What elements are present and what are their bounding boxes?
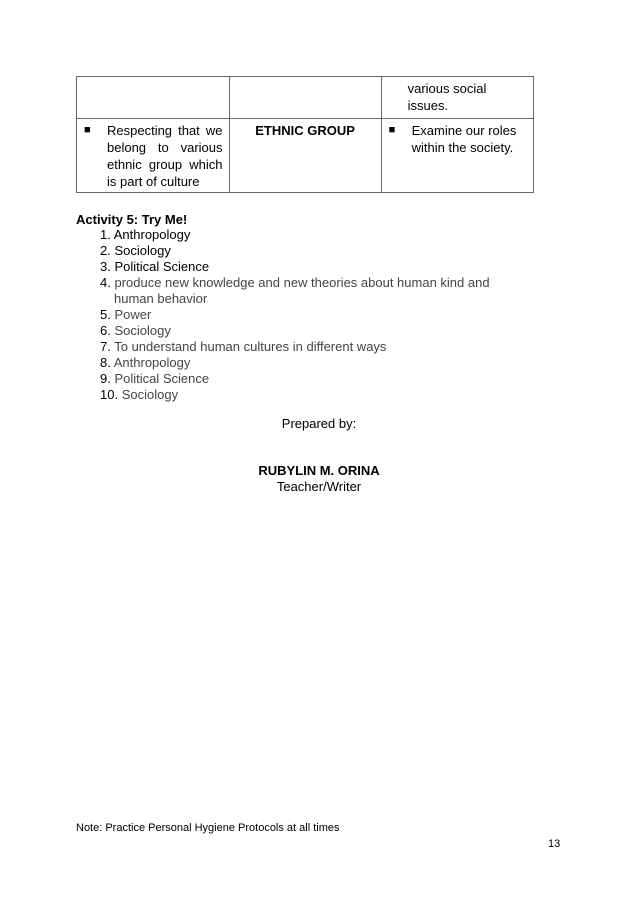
list-item: [100, 243, 490, 259]
square-bullet-icon: ■: [388, 124, 396, 136]
item-number: 7.: [100, 339, 111, 354]
list-item: [100, 339, 490, 355]
author-name: RUBYLIN M. ORINA: [258, 463, 380, 478]
square-bullet-icon: ■: [84, 124, 91, 136]
item-text: To understand human cultures in different ways: [114, 339, 387, 354]
cell-text: various social issues.: [407, 81, 487, 113]
list-item: [100, 323, 490, 339]
item-number: 6.: [100, 323, 111, 338]
list-item: [100, 227, 490, 243]
cell-heading: ETHNIC GROUP: [255, 123, 355, 138]
item-text: Sociology: [114, 323, 171, 338]
list-item: [100, 355, 490, 371]
cell-text: Respecting that we belong to various ethnic group which is part of culture: [107, 123, 223, 189]
table-cell: [229, 77, 381, 119]
list-item: [100, 387, 490, 403]
item-text: Power: [114, 307, 152, 322]
content-table: [76, 76, 534, 193]
item-number: 4.: [100, 275, 111, 290]
cell-text: Examine our roles within the society.: [411, 123, 517, 155]
item-number: 1.: [100, 227, 111, 242]
item-number: 2.: [100, 243, 111, 258]
list-item: [100, 275, 490, 307]
page-number: 13: [548, 838, 561, 850]
item-text: Sociology: [121, 387, 179, 402]
prepared-by-label: Prepared by:: [281, 416, 357, 431]
table-cell: [77, 77, 230, 119]
item-text: Anthropology: [113, 227, 191, 242]
list-item: [100, 371, 490, 387]
item-text: produce new knowledge and new theories about human kind and: [114, 275, 490, 290]
item-text: Sociology: [114, 243, 171, 258]
activity-title: Activity 5: Try Me!: [76, 212, 188, 227]
item-number: 8.: [100, 355, 111, 370]
table-row: [77, 77, 534, 119]
item-text-continued: human behavior: [114, 291, 208, 306]
item-text: Anthropology: [113, 355, 191, 370]
table-row: [77, 119, 534, 193]
list-item: [100, 259, 490, 275]
footer-note: Note: Practice Personal Hygiene Protocols at all times: [76, 822, 340, 834]
answer-list: [100, 227, 490, 403]
table-cell: [229, 119, 381, 193]
table-cell: [381, 77, 533, 119]
item-number: 9.: [100, 371, 111, 386]
table-cell: [381, 119, 533, 193]
author-role: Teacher/Writer: [276, 479, 362, 494]
item-text: Political Science: [114, 259, 210, 274]
list-item: [100, 307, 490, 323]
item-text: Political Science: [114, 371, 210, 386]
table-cell: [77, 119, 230, 193]
item-number: 10.: [100, 387, 119, 402]
item-number: 3.: [100, 259, 111, 274]
item-number: 5.: [100, 307, 111, 322]
